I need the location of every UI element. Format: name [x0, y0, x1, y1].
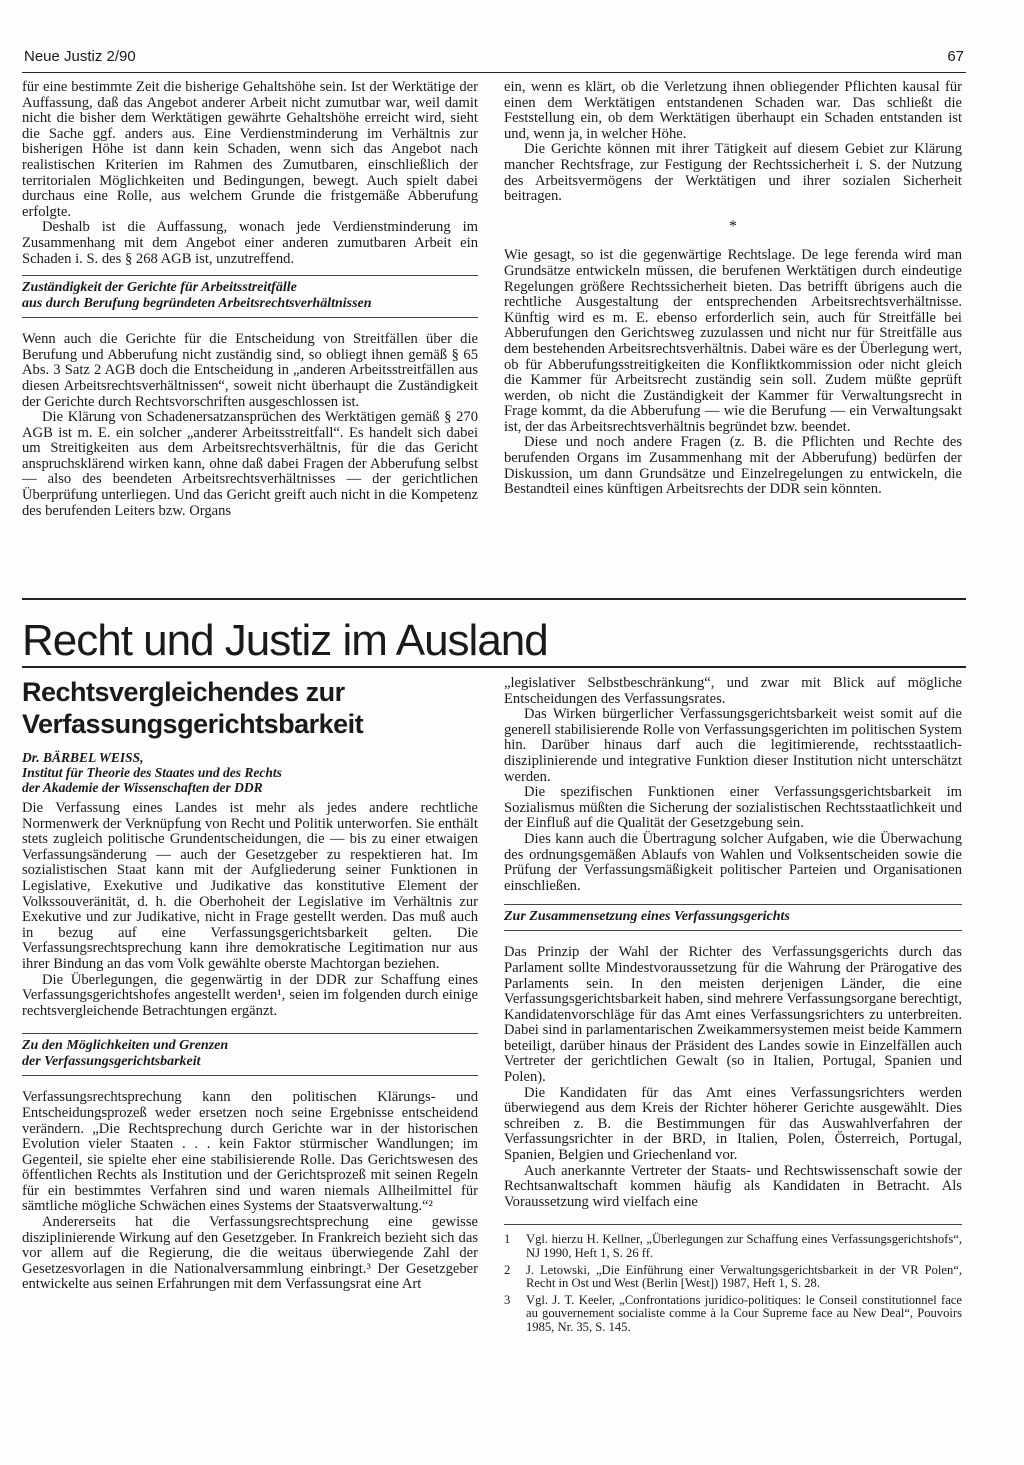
- subheading-line: Zur Zusammensetzung eines Verfassungsgerichts: [504, 909, 790, 925]
- article-title: [22, 676, 478, 740]
- paragraph: Die Überlegungen, die gegenwärtig in der DDR zur Schaffung eines Verfassungsgerichtshofes angestellt werden¹, seien im folgenden durch einige rechtsvergleichende Betrachtungen ergänzt.: [22, 971, 478, 1019]
- paragraph: Diese und noch andere Fragen (z. B. die Pflichten und Rechte des berufenden Organs im Zusammenhang mit der Abberufung) bedürfen der Diskussion, um dann Grundsätze und Einzelregelungen zu entwickeln, die Bestandteil eines künftigen Arbeitsrechts der DDR sein könnten.: [504, 434, 962, 498]
- page-header: [22, 44, 966, 73]
- footnote: [504, 1294, 962, 1335]
- footnote-text: J. Letowski, „Die Einführung einer Verwaltungsgerichtsbarkeit in der VR Polen“, Recht in Ost und West (Berlin [West]) 1987, Heft 1, S. 28.: [526, 1262, 962, 1291]
- paragraph: Die Gerichte können mit ihrer Tätigkeit auf diesem Gebiet zur Klärung mancher Rechtsfrage, zur Festigung der Rechtssicherheit i. S. der Nutzung des Arbeitsvermögens der Werktätigen und ihrer sozialen Sicherheit beitragen.: [504, 141, 962, 205]
- paragraph: Das Wirken bürgerlicher Verfassungsgerichtsbarkeit weist somit auf die generell stabilisierende Rolle von Verfassungsgerichten im politischen System hin. Darüber hinaus darf auch die legitimierende, rechtsstaatlich-disziplinierende und integrative Funktion dieser Institution nicht unterschätzt werden.: [504, 706, 962, 785]
- paragraph: Wenn auch die Gerichte für die Entscheidung von Streitfällen über die Berufung und Abberufung nicht zuständig sind, so obliegt ihnen gemäß § 65 Abs. 3 Satz 2 AGB doch die Entscheidung in „anderen Arbeitsstreitfällen aus diesen Arbeitsrechtsverhältnissen“, soweit nicht überhaupt die Zuständigkeit der Gerichte durch Rechtsvorschriften ausgeschlossen ist.: [22, 331, 478, 410]
- footnote-number: 1: [504, 1232, 511, 1247]
- footnote: [504, 1233, 962, 1260]
- author-name: Dr. BÄRBEL WEISS,: [22, 750, 144, 765]
- subheading: [22, 275, 478, 318]
- paragraph: „legislativer Selbstbeschränkung“, und zwar mit Blick auf mögliche Entscheidungen des Verfassungsrates.: [504, 675, 962, 707]
- journal-issue: Neue Justiz 2/90: [24, 48, 136, 65]
- footnote-text: Vgl. hierzu H. Kellner, „Überlegungen zur Schaffung eines Verfassungsgerichtshofs“, NJ 1990, Heft 1, S. 26 ff.: [526, 1232, 962, 1260]
- footnote-text: Vgl. J. T. Keeler, „Confrontations juridico-politiques: le Conseil constitutionnel face au gouvernement socialiste comme à la Cour Supreme face au New Deal“, Pouvoirs 1985, Nr. 35, S. 145.: [526, 1292, 962, 1334]
- section-divider: [22, 598, 966, 600]
- subheading-line: Zuständigkeit der Gerichte für Arbeitsstreitfälle: [22, 280, 297, 296]
- article-title-line: Verfassungsgerichtsbarkeit: [22, 709, 364, 739]
- paragraph: Die spezifischen Funktionen einer Verfassungsgerichtsbarkeit im Sozialismus müßten die Sicherung der sozialistischen Rechtsstaatlichkeit und der Einfluß auf die Qualität der Gesetzgebung sein.: [504, 784, 962, 832]
- article-left-column: [22, 676, 478, 1293]
- paragraph: Wie gesagt, so ist die gegenwärtige Rechtslage. De lege ferenda wird man Grundsätze entwickeln müssen, die berufenen Werktätigen durch eindeutige Regelungen größere Rechtssicherheit bieten. Das betrifft übrigens auch die rechtliche Ausgestaltung der entsprechenden Arbeitsrechtsverhältnisse. Künftig wird es m. E. ebenso erforderlich sein, auch für Streitfälle bei Abberufungen den Gerichtsweg zuzulassen und nicht nur für Streitfälle aus dem bestehenden Arbeitsrechtsverhältnis. Dabei wäre es der Überlegung wert, ob für Abberufungsstreitigkeiten die Konfliktkommission oder nicht gleich die Kammer für Arbeitsrecht zuständig sein soll. Zudem müßte geprüft werden, ob nicht die Zuständigkeit der Kammer für Verwaltungsrecht in Frage kommt, da die Abberufung — wie die Berufung — ein Verwaltungsakt ist, der das Arbeitsrechtsverhältnis begründet bzw. beendet.: [504, 247, 962, 435]
- paragraph: Das Prinzip der Wahl der Richter des Verfassungsgerichts durch das Parlament sollte Mindestvoraussetzung für die Wahrung der Prärogative des Parlaments sein. In den meisten derjenigen Länder, die eine Verfassungsgerichtsbarkeit haben, sind mehrere Verfassungsorgane berechtigt, Kandidatenvorschläge für das Amt eines Verfassungsrichters zu unterbreiten. Dabei sind in parlamentarischen Zweikammersystemen meist beide Kammern beteiligt, darüber hinaus der Präsident des Landes sowie in Einzelfällen auch Vertreter der gerichtlichen Gewalt (so in Italien, Portugal, Spanien und Polen).: [504, 944, 962, 1086]
- paragraph: Die Verfassung eines Landes ist mehr als jedes andere rechtliche Normenwerk der Verknüpfung von Recht und Politik unterworfen. Sie enthält stets zugleich politische Grundentscheidungen, die — bis zu einer etwaigen Verfassungsänderung — auch der Gesetzgeber zu respektieren hat. Im sozialistischen Staat kann mit der Aufgliederung seiner Funktionen in Legislative, Exekutive und Judikative das konstitutive Element der Volkssouveränität, d. h. die Oberhoheit der Legislative im Verhältnis zur Exekutive und zur Judikative, nicht in Frage gestellt werden. Das muß auch in bezug auf eine Verfassungsgerichtsbarkeit gelten. Die Verfassungsrechtsprechung kann ihre demokratische Legitimation nur aus ihrer Bindung an das vom Volk gewählte oberste Machtorgan beziehen.: [22, 800, 478, 972]
- subheading: [504, 904, 962, 931]
- footnote-number: 3: [504, 1292, 511, 1307]
- paragraph: Die Klärung von Schadenersatzansprüchen des Werktätigen gemäß § 270 AGB ist m. E. ein solcher „anderer Arbeitsstreitfall“. Es handelt sich dabei um Streitigkeiten aus dem Arbeitsrechtsverhältnis, für die das Gericht anspruchsklärend wirken kann, ohne daß dabei Fragen der Abberufung selbst — also des beendeten Arbeitsrechtsverhältnisses — der gerichtlichen Überprüfung unterliegen. Und das Gericht greift auch nicht in die Kompetenz des berufenden Leiters bzw. Organs: [22, 409, 478, 519]
- article-right-column: [504, 676, 962, 1338]
- top-right-column: [504, 80, 962, 498]
- author-affiliation: der Akademie der Wissenschaften der DDR: [22, 780, 263, 795]
- section-title: Recht und Justiz im Ausland: [22, 616, 548, 665]
- section-separator: *: [729, 217, 737, 235]
- paragraph: ein, wenn es klärt, ob die Verletzung ihnen obliegender Pflichten kausal für einen dem Werktätigen entstandenen Schaden war. Das schließt die Feststellung ein, ob dem Werktätigen überhaupt ein Schaden entstanden ist und, wenn ja, in welcher Höhe.: [504, 79, 962, 142]
- paragraph: für eine bestimmte Zeit die bisherige Gehaltshöhe sein. Ist der Werktätige der Auffassung, daß das Angebot anderer Arbeit nicht zumutbar war, weil damit nicht die bisher dem Werktätigen gewährte Gehaltshöhe erreicht wird, sieht die Sache ggf. anders aus. Eine Verdienstminderung im Verhältnis zur bisherigen Höhe ist dann kein Schaden, wenn sich das Angebot nach realistischen Kriterien im Rahmen des Zumutbaren, einschließlich der territorialen Möglichkeiten und Bedingungen, bewegt. Auch spielt dabei durchaus eine Rolle, aus welchem Grunde die fristgemäße Abberufung erfolgte.: [22, 79, 478, 220]
- paragraph: Verfassungsrechtsprechung kann den politischen Klärungs- und Entscheidungsprozeß weder ersetzen noch seine Ergebnisse entscheidend verändern. „Die Rechtsprechung durch Gerichte war in der historischen Evolution vieler Staaten . . . kein Faktor stürmischer Wandlungen; im Gegenteil, sie spielte eher eine stabilisierende Rolle. Das Gerichtswesen des öffentlichen Rechts als Institution und der Gerichtsprozeß mit seinen Regeln für ein bestimmtes Verfahren sind und waren niemals Allheilmittel für sämtliche mögliche Schwächen eines Systems der Staatsverwaltung.“²: [22, 1089, 478, 1215]
- footnote: [504, 1264, 962, 1291]
- paragraph: Die Kandidaten für das Amt eines Verfassungsrichters werden überwiegend aus dem Kreis der Richter höherer Gerichte ausgewählt. Dies schreiben z. B. die Bestimmungen für das Auswahlverfahren der Verfassungsrichter in der BRD, in Italien, Polen, Österreich, Portugal, Spanien, Belgien und Griechenland vor.: [504, 1084, 962, 1164]
- paragraph: Auch anerkannte Vertreter der Staats- und Rechtswissenschaft sowie der Rechtsanwaltschaft kommen häufig als Kandidaten in Betracht. Als Voraussetzung wird vielfach eine: [504, 1162, 962, 1210]
- subheading-line: der Verfassungsgerichtsbarkeit: [22, 1054, 201, 1070]
- paragraph: Andererseits hat die Verfassungsrechtsprechung eine gewisse disziplinierende Wirkung auf den Gesetzgeber. In Frankreich bezieht sich das vor allem auf die Regierung, die die weitaus überwiegende Zahl der Gesetzesvorlagen in die Nationalversammlung einbringt.³ Der Gesetzgeber entwickelte aus seinen Erfahrungen mit dem Verfassungsrat eine Art: [22, 1214, 478, 1293]
- top-left-column: [22, 80, 478, 519]
- section-title-rule: [22, 666, 966, 668]
- footnotes: [504, 1224, 962, 1334]
- subheading-line: Zu den Möglichkeiten und Grenzen: [22, 1038, 229, 1054]
- page-number: 67: [947, 48, 964, 65]
- author-affiliation: Institut für Theorie des Staates und des Rechts: [22, 765, 282, 780]
- footnote-number: 2: [504, 1262, 511, 1277]
- paragraph: Dies kann auch die Übertragung solcher Aufgaben, wie die Überwachung des ordnungsgemäßen Ablaufs von Wahlen und Volksentscheiden sowie die Prüfung der Verfassungsmäßigkeit politischer Parteien und Organisationen einschließen.: [504, 830, 962, 894]
- article-title-line: Rechtsvergleichendes zur: [22, 677, 345, 707]
- author-block: [22, 750, 478, 795]
- paragraph: Deshalb ist die Auffassung, wonach jede Verdienstminderung im Zusammenhang mit dem Angebot einer anderen zumutbaren Arbeit ein Schaden i. S. des § 268 AGB ist, unzutreffend.: [22, 219, 478, 267]
- subheading: [22, 1033, 478, 1076]
- subheading-line: aus durch Berufung begründeten Arbeitsrechtsverhältnissen: [22, 296, 372, 312]
